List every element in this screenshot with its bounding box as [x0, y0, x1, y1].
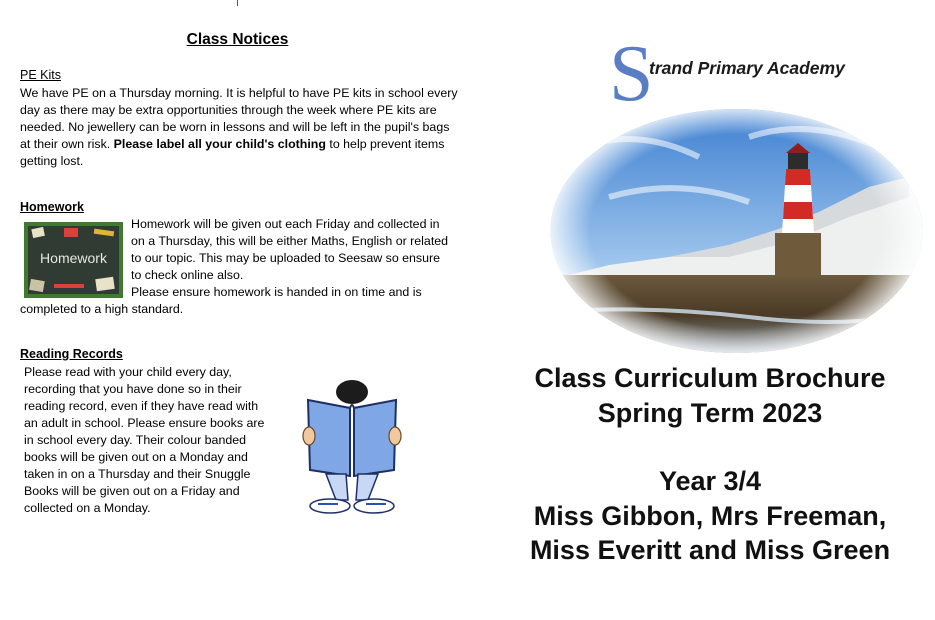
soft-edge: [549, 107, 924, 355]
class-notices-title: Class Notices: [186, 31, 289, 48]
pe-kits-text-end: to help prevent items getting lost.: [20, 137, 445, 168]
logo-name: trand Primary Academy: [649, 58, 845, 78]
brochure-title: Class Curriculum Brochure: [534, 363, 886, 393]
homework-chalkboard-image: [24, 222, 123, 298]
child-right-hand: [389, 427, 401, 445]
logo-initial: S: [609, 30, 654, 118]
child-right-leg: [356, 474, 378, 500]
teachers-line-2: Miss Everitt and Miss Green: [529, 535, 891, 565]
homework-text-3: completed to a high standard.: [20, 302, 184, 316]
child-reading-icon: [296, 378, 408, 516]
child-left-leg: [326, 474, 348, 500]
child-right-shoe: [354, 499, 394, 513]
child-left-shoe: [310, 499, 350, 513]
cover-panel: [468, 0, 935, 620]
pencil-icon: [54, 284, 84, 288]
child-left-hand: [303, 427, 315, 445]
pe-kits-bold-text: Please label all your child's clothing: [113, 137, 326, 151]
homework-chalk-text: Homework: [40, 250, 107, 266]
pencil-box-icon: [64, 228, 78, 237]
pe-kits-text-start: We have PE on a Thursday morning. It is helpful to have PE kits in school every day as there may be extra opportunities through the week where PE kits are needed. No jewellery can be worn in lessons and will be left in the pupil's bags at their own risk.: [20, 86, 458, 151]
pe-kits-text: [20, 85, 460, 170]
reading-records-heading: Reading Records: [20, 347, 123, 361]
homework-text-2: Please ensure homework is handed in on time and is: [131, 285, 422, 299]
reading-records-text: Please read with your child every day, recording that you have done so in their reading record, even if they have read with an adult in school. Please ensure books are in school every day. Their colour banded books will be given out on a Monday and taken in on a Thursday and their Snuggle Books will be given out on a Friday and collected on a Monday.: [24, 365, 265, 515]
homework-heading: Homework: [20, 200, 84, 214]
homework-text: Homework will be given out each Friday and collected in on a Thursday, this will be either Maths, English or related to our topic. This may be uploaded to Seesaw so ensure to check online also.: [131, 217, 449, 282]
child-hair: [336, 380, 368, 404]
year-group: Year 3/4: [658, 466, 762, 496]
lighthouse-photo: [549, 107, 924, 355]
book-spine: [350, 405, 354, 408]
note-icon: [95, 277, 114, 291]
term-title: Spring Term 2023: [597, 398, 823, 428]
teachers-line-1: Miss Gibbon, Mrs Freeman,: [533, 501, 887, 531]
pe-kits-heading: PE Kits: [20, 68, 61, 82]
